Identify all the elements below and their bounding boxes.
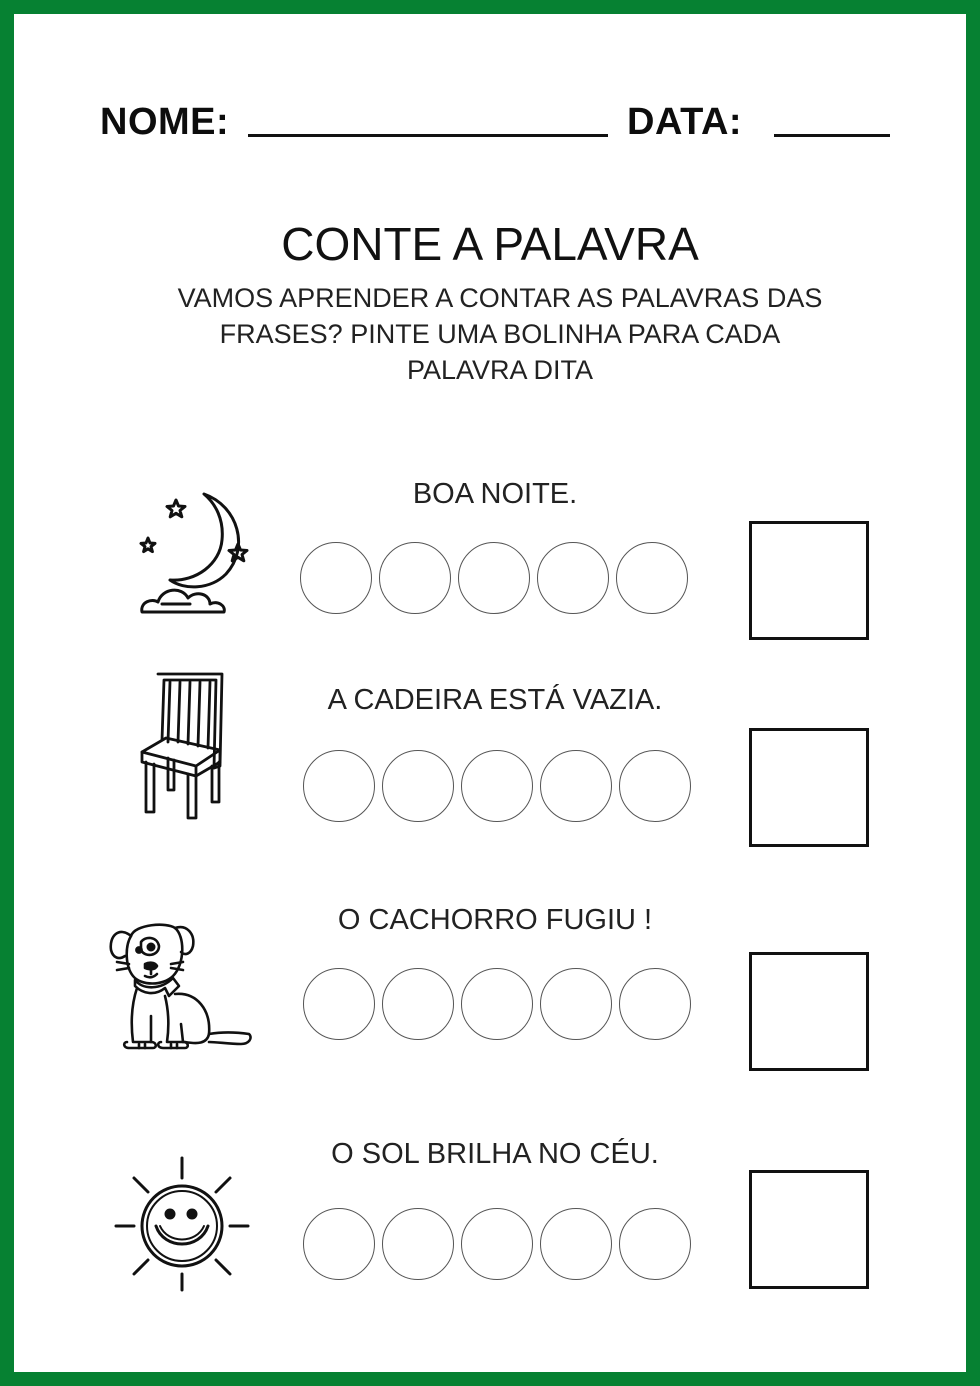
word-circle[interactable] [303,750,375,822]
exercise-row [0,470,980,670]
word-circle[interactable] [540,750,612,822]
instruction-line: VAMOS APRENDER A CONTAR AS PALAVRAS DAS [177,283,823,313]
word-circle[interactable] [461,750,533,822]
name-label: NOME: [100,101,230,143]
word-circle[interactable] [537,542,609,614]
sentence: O CACHORRO FUGIU ! [337,904,653,936]
moon-icon [130,486,260,616]
word-circle[interactable] [619,750,691,822]
circle-group [300,1208,700,1284]
word-circle[interactable] [458,542,530,614]
word-circle[interactable] [303,968,375,1040]
sentence: BOA NOITE. [412,478,578,510]
answer-box[interactable] [749,521,869,640]
word-circle[interactable] [540,1208,612,1280]
date-line[interactable] [774,134,890,137]
header [100,98,900,148]
chair-icon [132,670,232,822]
instruction-line: PALAVRA DITA [406,355,594,385]
word-circle[interactable] [616,542,688,614]
circle-group [300,750,700,826]
instruction-line: FRASES? PINTE UMA BOLINHA PARA CADA [219,319,781,349]
exercise-row [0,890,980,1090]
date-label: DATA: [627,101,743,143]
word-circle[interactable] [540,968,612,1040]
word-circle[interactable] [619,968,691,1040]
page-title: CONTE A PALAVRA [281,218,699,270]
word-circle[interactable] [382,968,454,1040]
answer-box[interactable] [749,952,869,1071]
instructions [100,280,900,388]
word-circle[interactable] [619,1208,691,1280]
word-circle[interactable] [461,968,533,1040]
word-circle[interactable] [300,542,372,614]
word-circle[interactable] [382,750,454,822]
answer-box[interactable] [749,1170,869,1289]
dog-icon [105,916,257,1056]
answer-box[interactable] [749,728,869,847]
word-circle[interactable] [461,1208,533,1280]
word-circle[interactable] [303,1208,375,1280]
exercise-row [0,670,980,870]
word-circle[interactable] [382,1208,454,1280]
exercise-row [0,1130,980,1330]
name-line[interactable] [248,134,608,137]
circle-group [300,968,700,1044]
sentence: O SOL BRILHA NO CÉU. [331,1138,659,1170]
circle-group [300,542,700,618]
sentence: A CADEIRA ESTÁ VAZIA. [327,684,663,716]
word-circle[interactable] [379,542,451,614]
sun-icon [112,1154,252,1294]
